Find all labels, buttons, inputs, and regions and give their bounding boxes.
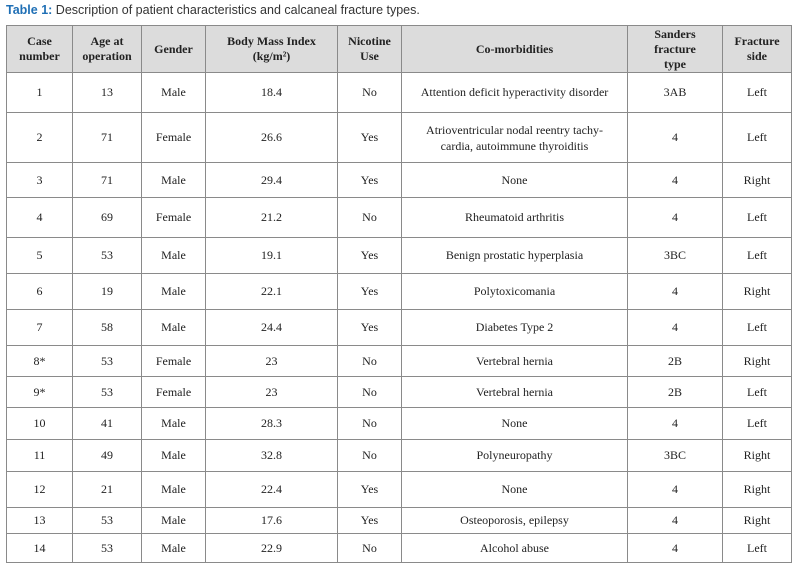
table-cell: Left — [723, 73, 792, 113]
column-header-line: number — [19, 49, 60, 63]
column-header-line: (kg/m²) — [252, 49, 291, 63]
table-cell: No — [338, 198, 402, 238]
table-cell: 18.4 — [206, 73, 338, 113]
table-cell: 21.2 — [206, 198, 338, 238]
table-cell: 29.4 — [206, 163, 338, 198]
table-cell: 71 — [73, 113, 142, 163]
column-header-line: Sanders fracture — [654, 26, 696, 56]
table-cell: 53 — [73, 534, 142, 563]
table-cell: Right — [723, 163, 792, 198]
table-cell: 22.1 — [206, 274, 338, 310]
column-header-line: side — [746, 49, 767, 63]
table-cell: Yes — [338, 163, 402, 198]
table-cell: Right — [723, 472, 792, 508]
column-header-line: type — [664, 56, 686, 71]
table-cell: Vertebral hernia — [402, 377, 628, 408]
table-row — [7, 113, 792, 163]
table-cell: Male — [142, 508, 206, 534]
table-caption-text: Description of patient characteristics and calcaneal fracture types. — [52, 3, 420, 17]
table-cell: 3AB — [628, 73, 723, 113]
table-cell: 6 — [7, 274, 73, 310]
table-cell: 69 — [73, 198, 142, 238]
column-header-line: Use — [360, 49, 379, 63]
table-cell: Female — [142, 377, 206, 408]
table-cell: 23 — [206, 377, 338, 408]
table-cell: Left — [723, 408, 792, 440]
table-row — [7, 310, 792, 346]
table-cell: Female — [142, 346, 206, 377]
table-caption — [6, 3, 420, 17]
table-cell: 12 — [7, 472, 73, 508]
table-cell: Yes — [338, 472, 402, 508]
table-cell: No — [338, 346, 402, 377]
table-cell: 22.4 — [206, 472, 338, 508]
table-cell: 4 — [628, 508, 723, 534]
table-cell: 4 — [628, 113, 723, 163]
column-header — [206, 26, 338, 73]
table-cell: No — [338, 73, 402, 113]
table-cell: Attention deficit hyperactivity disorder — [402, 73, 628, 113]
table-cell: 8* — [7, 346, 73, 377]
column-header-line: Gender — [154, 41, 193, 56]
table-cell: 71 — [73, 163, 142, 198]
table-cell: 5 — [7, 238, 73, 274]
table-cell: Polytoxicomania — [402, 274, 628, 310]
table-cell: Right — [723, 274, 792, 310]
table-cell: No — [338, 534, 402, 563]
table-cell: 53 — [73, 238, 142, 274]
table-cell: 4 — [628, 534, 723, 563]
table-cell: 23 — [206, 346, 338, 377]
table-cell: Male — [142, 274, 206, 310]
table-caption-label: Table 1: — [6, 3, 53, 17]
table-cell: 3 — [7, 163, 73, 198]
table-cell: No — [338, 408, 402, 440]
table-cell: 3BC — [628, 440, 723, 472]
column-header-line: operation — [82, 49, 132, 63]
column-header-line: Fracture — [734, 34, 780, 48]
table-row — [7, 377, 792, 408]
table-cell: 26.6 — [206, 113, 338, 163]
table-row — [7, 534, 792, 563]
table-cell: Right — [723, 346, 792, 377]
table-cell: 53 — [73, 346, 142, 377]
table-cell: 49 — [73, 440, 142, 472]
table-cell: 4 — [7, 198, 73, 238]
column-header-line: Co-morbidities — [475, 41, 554, 56]
column-header-line: Age at — [90, 34, 124, 48]
table-cell: 4 — [628, 408, 723, 440]
table-cell: 2B — [628, 346, 723, 377]
table-body — [7, 73, 792, 563]
table-cell: 1 — [7, 73, 73, 113]
header-row — [7, 26, 792, 73]
table-cell: Right — [723, 508, 792, 534]
column-header-line: Case — [27, 34, 52, 48]
table-row — [7, 198, 792, 238]
column-header — [628, 26, 723, 73]
table-row — [7, 238, 792, 274]
column-header — [73, 26, 142, 73]
table-cell: 32.8 — [206, 440, 338, 472]
table-cell: 28.3 — [206, 408, 338, 440]
column-header — [7, 26, 73, 73]
table-cell: None — [402, 163, 628, 198]
table-cell: Male — [142, 472, 206, 508]
table-cell: Male — [142, 408, 206, 440]
patient-characteristics-table — [6, 25, 792, 563]
table-cell: Yes — [338, 238, 402, 274]
table-cell: Left — [723, 238, 792, 274]
column-header — [338, 26, 402, 73]
table-cell: Left — [723, 113, 792, 163]
table-cell: Left — [723, 534, 792, 563]
table-cell: Osteoporosis, epilepsy — [402, 508, 628, 534]
table-cell: 2B — [628, 377, 723, 408]
table-cell: 4 — [628, 274, 723, 310]
table-cell: 11 — [7, 440, 73, 472]
table-row — [7, 274, 792, 310]
table-row — [7, 163, 792, 198]
table-cell: 2 — [7, 113, 73, 163]
table-cell: 22.9 — [206, 534, 338, 563]
table-cell: 17.6 — [206, 508, 338, 534]
table-cell: Atrioventricular nodal reentry tachy- cardia, autoimmune thyroiditis — [402, 113, 628, 163]
table-cell: None — [402, 472, 628, 508]
table-cell: 13 — [7, 508, 73, 534]
column-header-line: Body Mass Index — [227, 34, 316, 48]
table-cell: None — [402, 408, 628, 440]
table-cell: Right — [723, 440, 792, 472]
table-cell: 3BC — [628, 238, 723, 274]
table-cell: No — [338, 377, 402, 408]
column-header — [142, 26, 206, 73]
table-cell: Male — [142, 310, 206, 346]
table-row — [7, 508, 792, 534]
table-cell: Alcohol abuse — [402, 534, 628, 563]
table-row — [7, 408, 792, 440]
table-cell: Polyneuropathy — [402, 440, 628, 472]
table-cell: Yes — [338, 113, 402, 163]
table-row — [7, 73, 792, 113]
table-cell: Male — [142, 534, 206, 563]
table-cell: Left — [723, 198, 792, 238]
table-cell: 4 — [628, 310, 723, 346]
table-cell: 24.4 — [206, 310, 338, 346]
table-header — [7, 26, 792, 73]
table-cell: 58 — [73, 310, 142, 346]
table-cell: No — [338, 440, 402, 472]
table-cell: 4 — [628, 198, 723, 238]
table-cell: 4 — [628, 472, 723, 508]
table-cell: Yes — [338, 508, 402, 534]
table-cell: Female — [142, 113, 206, 163]
column-header — [402, 26, 628, 73]
table-cell: 4 — [628, 163, 723, 198]
table-cell: 19.1 — [206, 238, 338, 274]
table-cell: 13 — [73, 73, 142, 113]
table-cell: 53 — [73, 508, 142, 534]
table-cell: Yes — [338, 310, 402, 346]
table-cell: 9* — [7, 377, 73, 408]
table-cell: 19 — [73, 274, 142, 310]
table-cell: Yes — [338, 274, 402, 310]
column-header-line: Nicotine — [348, 34, 391, 48]
table-cell: Left — [723, 377, 792, 408]
table-cell: Vertebral hernia — [402, 346, 628, 377]
table-cell: 21 — [73, 472, 142, 508]
table-cell: Benign prostatic hyperplasia — [402, 238, 628, 274]
table-cell: 53 — [73, 377, 142, 408]
table-row — [7, 440, 792, 472]
table-cell: 41 — [73, 408, 142, 440]
table-cell: 14 — [7, 534, 73, 563]
table-cell: Male — [142, 73, 206, 113]
table-cell: 7 — [7, 310, 73, 346]
table-cell: Male — [142, 238, 206, 274]
table-cell: Left — [723, 310, 792, 346]
table-cell: Diabetes Type 2 — [402, 310, 628, 346]
table-cell: Rheumatoid arthritis — [402, 198, 628, 238]
column-header — [723, 26, 792, 73]
table-row — [7, 472, 792, 508]
table-row — [7, 346, 792, 377]
table-cell: Female — [142, 198, 206, 238]
table-cell: 10 — [7, 408, 73, 440]
table-cell: Male — [142, 163, 206, 198]
table-cell: Male — [142, 440, 206, 472]
